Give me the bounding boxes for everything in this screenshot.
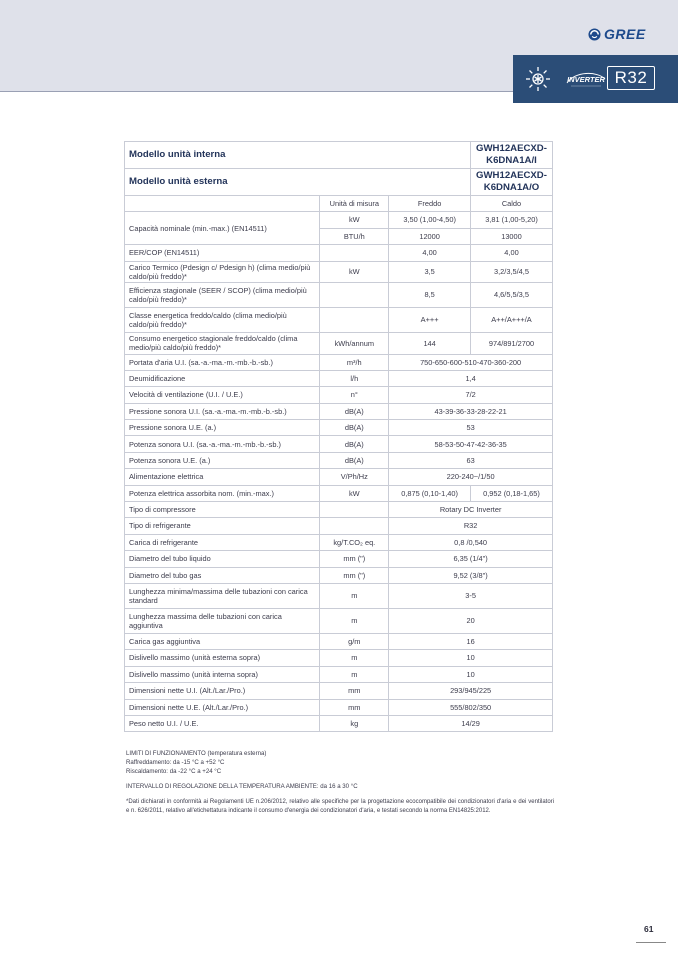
table-row	[125, 354, 553, 370]
row-unit: mm (")	[320, 567, 389, 583]
heating-range: Riscaldamento: da -22 °C a +24 °C	[126, 768, 222, 776]
table-row	[125, 142, 553, 169]
row-label: Carica di refrigerante	[125, 534, 320, 550]
row-unit: m	[320, 650, 389, 666]
row-unit: n°	[320, 387, 389, 403]
row-value: 750-650-600-510-470-360-200	[389, 354, 553, 370]
notes-block	[126, 749, 554, 816]
row-label: Potenza sonora U.I. (sa.-a.-ma.-m.-mb.-b.-sb.)	[125, 436, 320, 452]
row-unit: g/m	[320, 633, 389, 649]
table-row	[125, 387, 553, 403]
row-unit: V/Ph/Hz	[320, 469, 389, 485]
row-label: Diametro del tubo liquido	[125, 551, 320, 567]
row-value: 293/945/225	[389, 683, 553, 699]
table-row	[125, 485, 553, 501]
indoor-model-value: GWH12AECXD-K6DNA1A/I	[470, 142, 552, 169]
row-value: 0,8 /0,540	[389, 534, 553, 550]
row-value: 6,35 (1/4")	[389, 551, 553, 567]
row-label: Alimentazione elettrica	[125, 469, 320, 485]
row-unit: dB(A)	[320, 420, 389, 436]
table-row	[125, 551, 553, 567]
row-label: Diametro del tubo gas	[125, 567, 320, 583]
table-row	[125, 212, 553, 228]
cool-value: 4,00	[389, 245, 471, 261]
row-value: 53	[389, 420, 553, 436]
inverter-icon	[563, 69, 609, 91]
row-unit: kW	[320, 212, 389, 228]
col-heat: Caldo	[470, 195, 552, 211]
row-label: Carico Termico (Pdesign c/ Pdesign h) (clima medio/più caldo/più freddo)*	[125, 261, 320, 283]
row-unit: m	[320, 583, 389, 608]
row-value: 16	[389, 633, 553, 649]
row-label: Dislivello massimo (unità interna sopra)	[125, 666, 320, 682]
cool-value: 12000	[389, 228, 471, 244]
row-value: 20	[389, 608, 553, 633]
row-unit: mm (")	[320, 551, 389, 567]
gree-logo	[588, 26, 646, 42]
heat-value: 4,00	[470, 245, 552, 261]
heat-value: A++/A+++/A	[470, 308, 552, 333]
cool-value: 3,5	[389, 261, 471, 283]
row-value: R32	[389, 518, 553, 534]
outdoor-model-label: Modello unità esterna	[125, 168, 471, 195]
gree-swirl-icon	[588, 28, 601, 41]
row-label: Tipo di compressore	[125, 502, 320, 518]
row-value: 58-53-50-47-42-36-35	[389, 436, 553, 452]
row-label: Velocità di ventilazione (U.I. / U.E.)	[125, 387, 320, 403]
page-number: 61	[644, 924, 654, 934]
table-row	[125, 567, 553, 583]
feature-badges	[513, 55, 678, 103]
limits-title: LIMITI DI FUNZIONAMENTO (temperatura esterna)	[126, 750, 267, 757]
footnote: *Dati dichiarati in conformità ai Regolamenti UE n.206/2012, relativo alle specifiche per la progettazione ecocompatibile dei condizionatori d'aria e dei ventilatori e n. 626/2011, relativo all'etichettatura indicante il consumo d'energia dei condizionatori d'aria, e testati secondo la norma EN14825:2012.	[126, 798, 554, 814]
row-label: Capacità nominale (min.-max.) (EN14511)	[125, 212, 320, 245]
table-row	[125, 683, 553, 699]
heat-value: 0,952 (0,18-1,65)	[470, 485, 552, 501]
row-value: 10	[389, 666, 553, 682]
row-value: 14/29	[389, 715, 553, 731]
table-row	[125, 261, 553, 283]
heat-value: 4,6/5,5/3,5	[470, 283, 552, 308]
table-row	[125, 403, 553, 419]
row-unit: kW	[320, 261, 389, 283]
table-row	[125, 168, 553, 195]
table-row	[125, 608, 553, 633]
table-row	[125, 308, 553, 333]
row-label: Deumidificazione	[125, 370, 320, 386]
row-unit	[320, 518, 389, 534]
row-label: Lunghezza minima/massima delle tubazioni con carica standard	[125, 583, 320, 608]
inverter-label: INVERTER	[567, 75, 605, 84]
row-label: Dislivello massimo (unità esterna sopra)	[125, 650, 320, 666]
row-unit: m	[320, 666, 389, 682]
row-label: Pressione sonora U.E. (a.)	[125, 420, 320, 436]
heat-value: 3,2/3,5/4,5	[470, 261, 552, 283]
page-number-rule	[636, 942, 666, 943]
row-value: Rotary DC Inverter	[389, 502, 553, 518]
row-value: 1,4	[389, 370, 553, 386]
row-label: Peso netto U.I. / U.E.	[125, 715, 320, 731]
cool-value: 3,50 (1,00-4,50)	[389, 212, 471, 228]
table-row	[125, 699, 553, 715]
row-label: Dimensioni nette U.E. (Alt./Lar./Pro.)	[125, 699, 320, 715]
cool-value: 8,5	[389, 283, 471, 308]
table-row	[125, 666, 553, 682]
row-unit: mm	[320, 699, 389, 715]
table-row	[125, 715, 553, 731]
row-value: 220-240~/1/50	[389, 469, 553, 485]
row-unit	[320, 502, 389, 518]
row-value: 7/2	[389, 387, 553, 403]
cool-value: 144	[389, 333, 471, 355]
row-unit: dB(A)	[320, 436, 389, 452]
row-label: Potenza elettrica assorbita nom. (min.-max.)	[125, 485, 320, 501]
table-row	[125, 420, 553, 436]
row-unit	[320, 308, 389, 333]
cooling-range: Raffreddamento: da -15 °C a +52 °C	[126, 759, 225, 767]
row-label: Dimensioni nette U.I. (Alt./Lar./Pro.)	[125, 683, 320, 699]
row-value: 9,52 (3/8")	[389, 567, 553, 583]
table-row	[125, 469, 553, 485]
row-label: Consumo energetico stagionale freddo/caldo (clima medio/più caldo/più freddo)*	[125, 333, 320, 355]
table-row	[125, 534, 553, 550]
row-value: 10	[389, 650, 553, 666]
row-unit: kWh/annum	[320, 333, 389, 355]
table-row	[125, 518, 553, 534]
heat-value: 974/891/2700	[470, 333, 552, 355]
sun-snowflake-icon	[525, 65, 551, 93]
table-row	[125, 333, 553, 355]
row-unit: BTU/h	[320, 228, 389, 244]
table-row	[125, 452, 553, 468]
cool-value: 0,875 (0,10-1,40)	[389, 485, 471, 501]
table-row	[125, 436, 553, 452]
row-value: 555/802/350	[389, 699, 553, 715]
empty-cell	[125, 195, 320, 211]
row-label: Lunghezza massima delle tubazioni con carica aggiuntiva	[125, 608, 320, 633]
col-cool: Freddo	[389, 195, 471, 211]
row-unit: kg	[320, 715, 389, 731]
heat-value: 3,81 (1,00-5,20)	[470, 212, 552, 228]
table-row	[125, 633, 553, 649]
table-row	[125, 245, 553, 261]
col-unit: Unità di misura	[320, 195, 389, 211]
heat-value: 13000	[470, 228, 552, 244]
row-unit	[320, 245, 389, 261]
row-unit: mm	[320, 683, 389, 699]
row-value: 3-5	[389, 583, 553, 608]
column-header-row	[125, 195, 553, 211]
logo-text: GREE	[604, 26, 646, 42]
row-label: Classe energetica freddo/caldo (clima medio/più caldo/più freddo)*	[125, 308, 320, 333]
row-unit: dB(A)	[320, 403, 389, 419]
row-value: 43-39-36-33-28-22-21	[389, 403, 553, 419]
row-label: EER/COP (EN14511)	[125, 245, 320, 261]
regulation-range: INTERVALLO DI REGOLAZIONE DELLA TEMPERATURA AMBIENTE: da 16 a 30 °C	[126, 783, 358, 791]
spec-table	[124, 141, 553, 732]
cool-value: A+++	[389, 308, 471, 333]
row-unit: l/h	[320, 370, 389, 386]
row-label: Tipo di refrigerante	[125, 518, 320, 534]
row-unit	[320, 283, 389, 308]
row-label: Efficienza stagionale (SEER / SCOP) (clima medio/più caldo/più freddo)*	[125, 283, 320, 308]
table-row	[125, 583, 553, 608]
row-unit: m³/h	[320, 354, 389, 370]
row-label: Portata d'aria U.I. (sa.-a.-ma.-m.-mb.-b.-sb.)	[125, 354, 320, 370]
table-row	[125, 650, 553, 666]
table-row	[125, 502, 553, 518]
table-row	[125, 283, 553, 308]
r32-badge: R32	[607, 66, 655, 90]
table-row	[125, 370, 553, 386]
row-label: Potenza sonora U.E. (a.)	[125, 452, 320, 468]
row-label: Carica gas aggiuntiva	[125, 633, 320, 649]
row-unit: kW	[320, 485, 389, 501]
row-unit: m	[320, 608, 389, 633]
row-unit: dB(A)	[320, 452, 389, 468]
outdoor-model-value: GWH12AECXD-K6DNA1A/O	[470, 168, 552, 195]
row-value: 63	[389, 452, 553, 468]
row-unit: kg/T.CO₂ eq.	[320, 534, 389, 550]
row-label: Pressione sonora U.I. (sa.-a.-ma.-m.-mb.-b.-sb.)	[125, 403, 320, 419]
indoor-model-label: Modello unità interna	[125, 142, 471, 169]
